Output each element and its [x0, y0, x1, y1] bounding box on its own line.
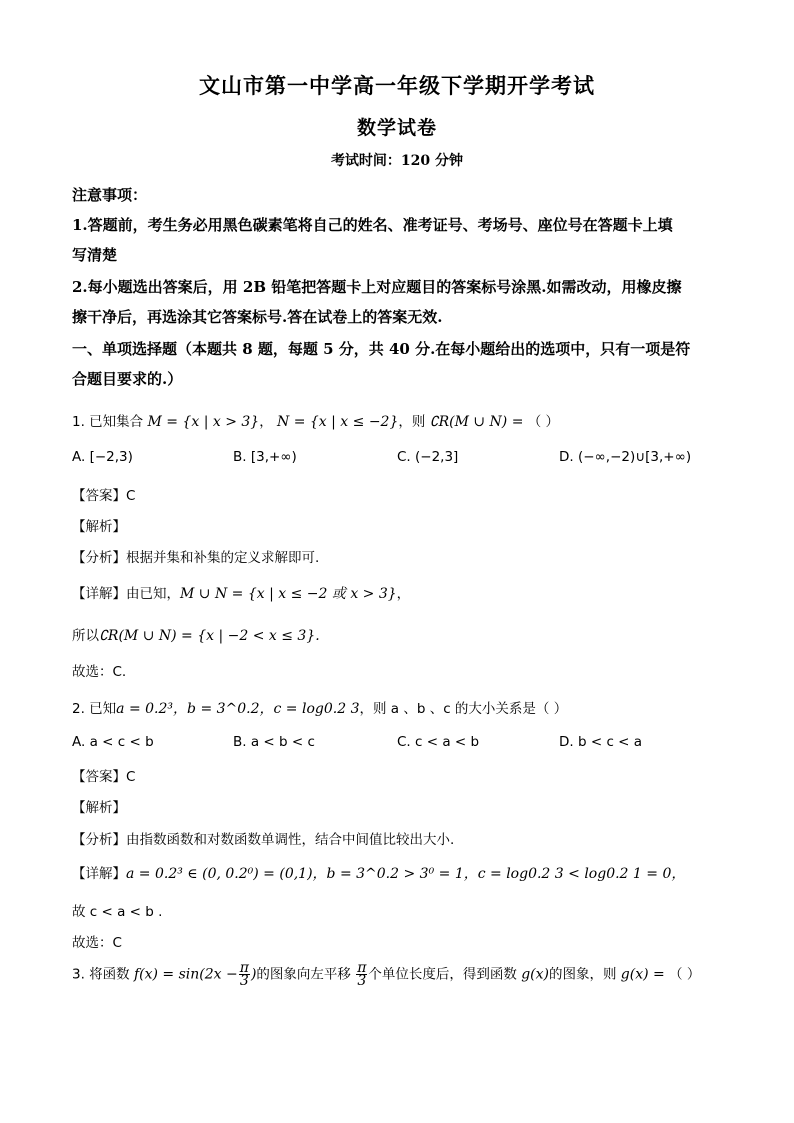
q2-answer: 【答案】C	[72, 769, 136, 785]
q2-detail-expr: a = 0.2³ ∈ (0, 0.2⁰) = (0,1)，b = 3^0.2 > 3⁰ = 1，c = log0.2 3 < log0.2 1 = 0，	[126, 866, 686, 882]
q2-option-c: C. c < a < b	[397, 734, 480, 750]
note-2-line-1: 2.每小题选出答案后，用 2B 铅笔把答题卡上对应题目的答案标号涂黑.如需改动，用橡皮擦	[72, 278, 682, 296]
q2-option-a: A. a < c < b	[72, 734, 154, 750]
q1-comma: ，	[259, 414, 273, 430]
q1-detail-expr: M ∪ N = {x | x ≤ −2 或 x > 3}	[180, 586, 397, 602]
q1-set-m: M = {x | x > 3}	[147, 414, 260, 430]
q1-detail-end: ，	[396, 586, 411, 602]
question-3	[72, 962, 732, 987]
q2-option-d: D. b < c < a	[559, 734, 643, 750]
q1-option-a: A. [−2,3)	[72, 449, 133, 465]
q1-detail	[72, 582, 732, 603]
section-heading-line-1: 一、单项选择题（本题共 8 题，每题 5 分，共 40 分.在每小题给出的选项中，只有一项是符	[72, 340, 691, 358]
exam-subtitle: 数学试卷	[356, 117, 437, 139]
q1-so	[72, 624, 732, 644]
q3-fraction-2	[356, 962, 367, 987]
q3-frac1-num: π	[239, 960, 249, 976]
q1-then: ，则	[398, 414, 426, 430]
q3-frac2-den: 3	[357, 973, 367, 989]
q3-func: f(x) = sin(2x −	[133, 966, 238, 983]
q3-gx-eq: g(x) =	[620, 966, 665, 983]
q3-func-close: )	[250, 966, 257, 983]
q1-prefix: 1. 已知集合	[72, 414, 144, 430]
q3-gx: g(x)	[521, 966, 549, 983]
q3-fraction-1	[239, 962, 250, 987]
q2-detail	[72, 862, 732, 883]
q2-analysis: 【解析】	[72, 800, 126, 816]
q1-so-expr: ∁R(M ∪ N) = {x | −2 < x ≤ 3}.	[99, 628, 320, 644]
q2-prefix: 2. 已知	[72, 701, 117, 717]
q3-end: 的图象，则	[548, 966, 617, 983]
q1-detail-label: 【详解】由已知，	[72, 586, 180, 602]
q1-option-b: B. [3,+∞)	[233, 449, 297, 465]
exam-time: 考试时间：120 分钟	[330, 153, 464, 169]
q2-conclusion: 故 c < a < b .	[72, 904, 163, 920]
q1-expr: ∁R(M ∪ N) =	[429, 414, 524, 430]
q2-detail-label: 【详解】	[72, 866, 126, 882]
q3-frac2-num: π	[357, 960, 367, 976]
q1-answer: 【答案】C	[72, 488, 136, 504]
notes-heading: 注意事项：	[72, 186, 148, 204]
q2-given: a = 0.2³，b = 3^0.2，c = log0.2 3	[116, 701, 360, 717]
q1-choose: 故选：C.	[72, 664, 127, 680]
note-1-line-1: 1.答题前，考生务必用黑色碳素笔将自己的姓名、准考证号、考场号、座位号在答题卡上填	[72, 216, 673, 234]
q2-choose: 故选：C	[72, 935, 122, 951]
q3-mid2: 个单位长度后，得到函数	[368, 966, 517, 983]
section-heading-line-2: 合题目要求的.）	[72, 370, 183, 388]
q1-so-label: 所以	[72, 628, 99, 644]
q1-fenxi: 【分析】根据并集和补集的定义求解即可.	[72, 550, 320, 566]
q3-paren: （ ）	[669, 966, 701, 983]
question-1	[72, 410, 732, 430]
note-1-line-2: 写清楚	[72, 246, 118, 264]
exam-title: 文山市第一中学高一年级下学期开学考试	[199, 73, 595, 98]
q1-paren: （ ）	[527, 414, 560, 430]
q1-analysis: 【解析】	[72, 519, 126, 535]
q3-prefix: 3. 将函数	[72, 966, 130, 983]
q1-set-n: N = {x | x ≤ −2}	[277, 414, 399, 430]
q3-mid: 的图象向左平移	[256, 966, 351, 983]
q1-option-d: D. (−∞,−2)∪[3,+∞)	[559, 449, 692, 465]
q2-fenxi: 【分析】由指数函数和对数函数单调性，结合中间值比较出大小.	[72, 832, 455, 848]
q3-frac1-den: 3	[239, 973, 249, 989]
q2-option-b: B. a < b < c	[233, 734, 315, 750]
q1-option-c: C. (−2,3]	[397, 449, 459, 465]
note-2-line-2: 擦干净后，再选涂其它答案标号.答在试卷上的答案无效.	[72, 308, 443, 326]
q2-tail: ，则 a 、b 、c 的大小关系是（ ）	[359, 701, 568, 717]
question-2	[72, 697, 732, 718]
